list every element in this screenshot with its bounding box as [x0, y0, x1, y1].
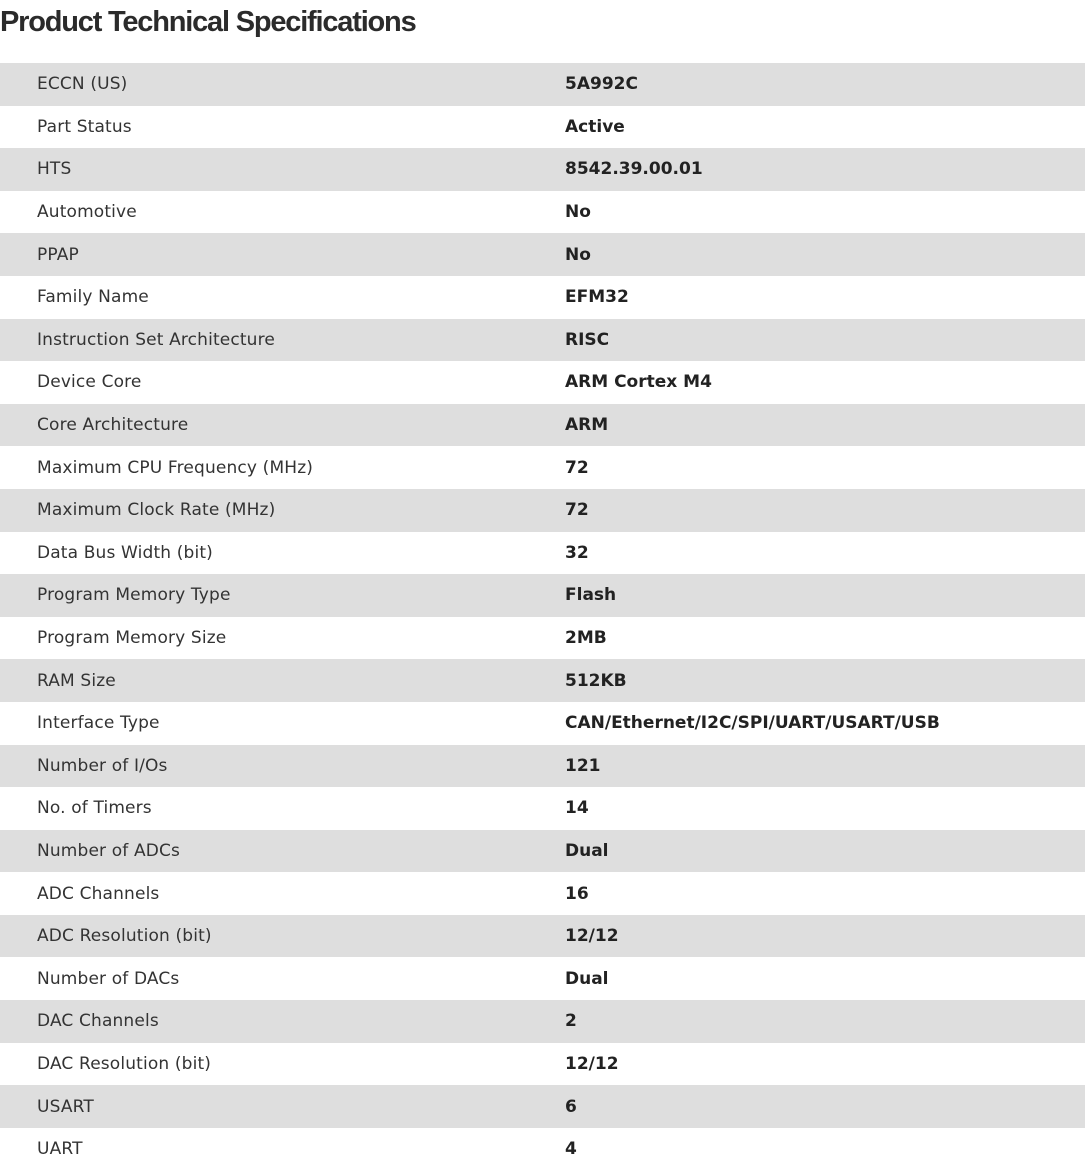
spec-table: [0, 63, 1085, 1170]
spec-label: Core Architecture: [0, 404, 565, 447]
spec-value: 5A992C: [565, 63, 1085, 106]
spec-label: USART: [0, 1085, 565, 1128]
spec-value: 512KB: [565, 659, 1085, 702]
spec-label: PPAP: [0, 233, 565, 276]
spec-value: 12/12: [565, 915, 1085, 958]
spec-value: CAN/Ethernet/I2C/SPI/UART/USART/USB: [565, 702, 1085, 745]
spec-value: 32: [565, 532, 1085, 575]
table-row: [0, 191, 1085, 234]
table-row: [0, 276, 1085, 319]
spec-value: RISC: [565, 319, 1085, 362]
table-row: [0, 957, 1085, 1000]
table-row: [0, 106, 1085, 149]
spec-value: Dual: [565, 957, 1085, 1000]
spec-label: DAC Channels: [0, 1000, 565, 1043]
spec-label: Program Memory Size: [0, 617, 565, 660]
table-row: [0, 233, 1085, 276]
table-row: [0, 532, 1085, 575]
spec-label: Instruction Set Architecture: [0, 319, 565, 362]
spec-label: Interface Type: [0, 702, 565, 745]
spec-label: Family Name: [0, 276, 565, 319]
table-row: [0, 63, 1085, 106]
spec-label: ADC Channels: [0, 872, 565, 915]
table-row: [0, 787, 1085, 830]
table-row: [0, 872, 1085, 915]
spec-value: No: [565, 191, 1085, 234]
spec-value: 121: [565, 745, 1085, 788]
spec-label: DAC Resolution (bit): [0, 1043, 565, 1086]
table-row: [0, 1085, 1085, 1128]
spec-value: 6: [565, 1085, 1085, 1128]
spec-value: 2MB: [565, 617, 1085, 660]
table-row: [0, 148, 1085, 191]
table-row: [0, 830, 1085, 873]
table-row: [0, 1128, 1085, 1170]
spec-value: 4: [565, 1128, 1085, 1170]
table-row: [0, 617, 1085, 660]
spec-label: No. of Timers: [0, 787, 565, 830]
spec-label: Number of DACs: [0, 957, 565, 1000]
spec-label: Device Core: [0, 361, 565, 404]
table-row: [0, 915, 1085, 958]
table-row: [0, 1000, 1085, 1043]
spec-label: ECCN (US): [0, 63, 565, 106]
table-row: [0, 404, 1085, 447]
spec-value: EFM32: [565, 276, 1085, 319]
spec-value: 72: [565, 446, 1085, 489]
spec-label: HTS: [0, 148, 565, 191]
table-row: [0, 361, 1085, 404]
spec-label: RAM Size: [0, 659, 565, 702]
spec-value: 16: [565, 872, 1085, 915]
spec-value: 14: [565, 787, 1085, 830]
table-row: [0, 702, 1085, 745]
spec-label: ADC Resolution (bit): [0, 915, 565, 958]
spec-label: Automotive: [0, 191, 565, 234]
table-row: [0, 745, 1085, 788]
table-row: [0, 1043, 1085, 1086]
spec-value: 12/12: [565, 1043, 1085, 1086]
spec-label: Program Memory Type: [0, 574, 565, 617]
spec-label: UART: [0, 1128, 565, 1170]
spec-label: Maximum CPU Frequency (MHz): [0, 446, 565, 489]
spec-value: Active: [565, 106, 1085, 149]
table-row: [0, 319, 1085, 362]
spec-value: ARM Cortex M4: [565, 361, 1085, 404]
spec-value: 2: [565, 1000, 1085, 1043]
table-row: [0, 659, 1085, 702]
page-title: Product Technical Specifications: [0, 6, 416, 38]
spec-value: 72: [565, 489, 1085, 532]
spec-value: Flash: [565, 574, 1085, 617]
spec-value: Dual: [565, 830, 1085, 873]
table-row: [0, 489, 1085, 532]
table-row: [0, 446, 1085, 489]
spec-label: Maximum Clock Rate (MHz): [0, 489, 565, 532]
spec-value: 8542.39.00.01: [565, 148, 1085, 191]
spec-label: Part Status: [0, 106, 565, 149]
spec-value: ARM: [565, 404, 1085, 447]
table-row: [0, 574, 1085, 617]
spec-label: Number of I/Os: [0, 745, 565, 788]
spec-value: No: [565, 233, 1085, 276]
spec-label: Data Bus Width (bit): [0, 532, 565, 575]
spec-label: Number of ADCs: [0, 830, 565, 873]
